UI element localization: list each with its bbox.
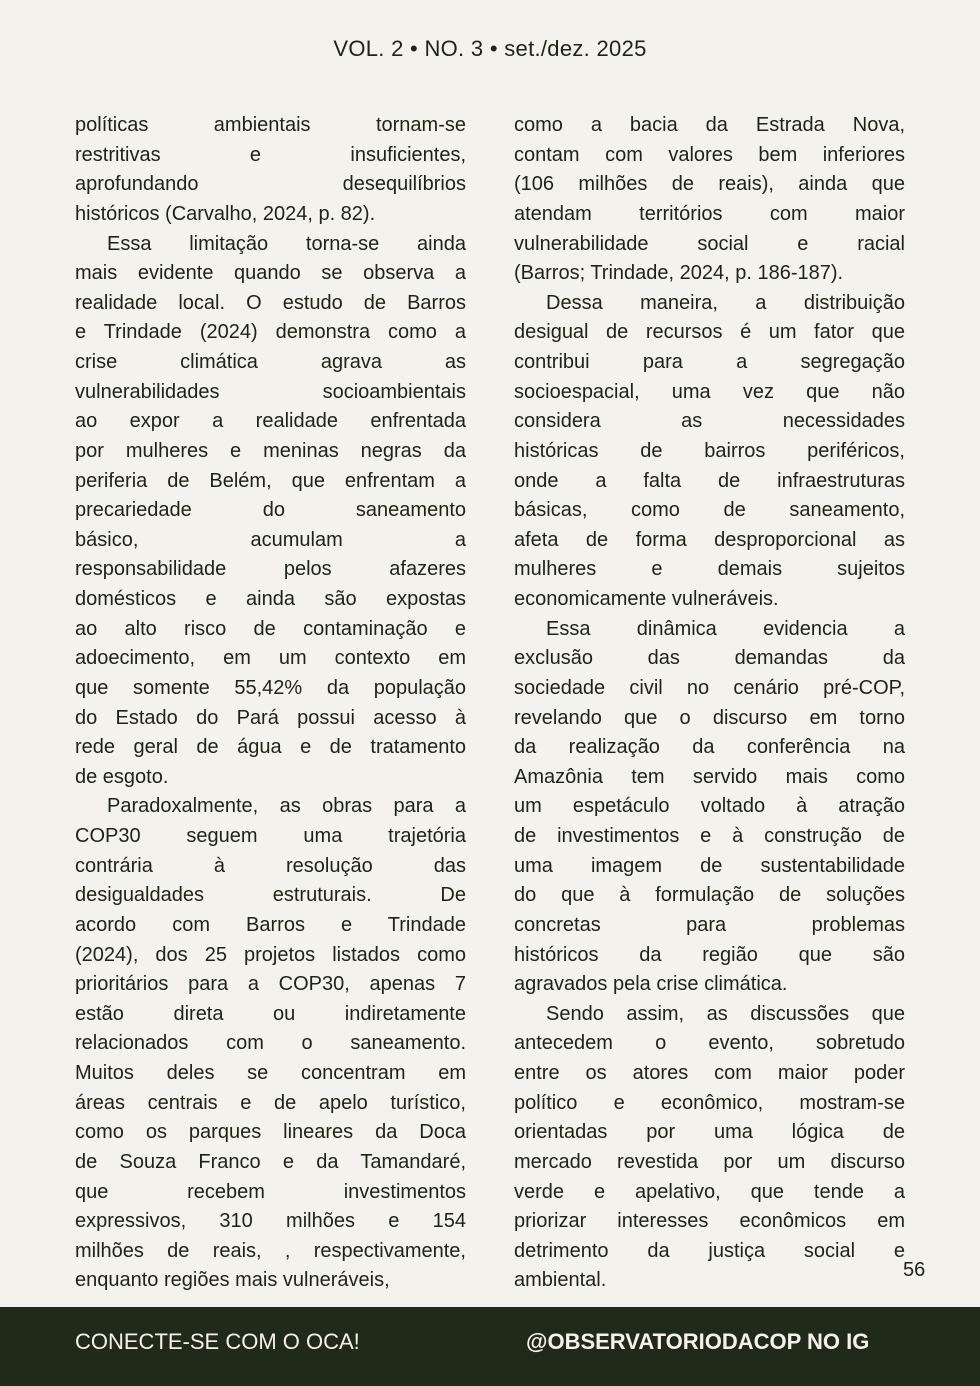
text-line: agravados pela crise climática. <box>514 973 788 996</box>
text-line: entre os atores com maior poder <box>514 1062 905 1084</box>
text-line: de investimentos e à construção de <box>514 825 905 847</box>
paragraph <box>75 792 466 1296</box>
text-line: um espetáculo voltado à atração <box>514 795 905 818</box>
text-line: prioritários para a COP30, apenas 7 <box>75 973 466 996</box>
text-line: de Souza Franco e da Tamandaré, <box>75 1150 466 1173</box>
text-line: desigual de recursos é um fator que <box>514 321 905 344</box>
text-line: Dessa maneira, a distribuição <box>546 291 905 314</box>
text-line: realidade local. O estudo de Barros <box>75 291 466 314</box>
text-line: (2024), dos 25 projetos listados como <box>75 943 466 966</box>
text-line: Essa limitação torna-se ainda <box>107 232 466 255</box>
text-line: periferia de Belém, que enfrentam a <box>75 469 466 492</box>
text-line: mercado revestida por um discurso <box>514 1150 905 1173</box>
text-line: vulnerabilidades socioambientais <box>75 380 466 403</box>
text-line: adoecimento, em um contexto em <box>75 647 466 670</box>
text-line: aprofundando desequilíbrios <box>75 173 466 196</box>
text-line: considera as necessidades <box>514 410 905 433</box>
text-line: como a bacia da Estrada Nova, <box>514 114 905 136</box>
text-line: ambiental. <box>514 1269 607 1292</box>
text-line: crise climática agrava as <box>75 351 466 373</box>
paragraph <box>514 615 905 1000</box>
text-line: do que à formulação de soluções <box>514 884 905 907</box>
text-column-right <box>514 111 905 1296</box>
issue-header: VOL. 2 • NO. 3 • set./dez. 2025 <box>333 36 647 61</box>
text-line: precariedade do saneamento <box>75 499 466 522</box>
text-line: que somente 55,42% da população <box>75 676 466 699</box>
text-line: ao expor a realidade enfrentada <box>75 410 466 433</box>
text-line: (Barros; Trindade, 2024, p. 186-187). <box>514 262 844 285</box>
text-line: exclusão das demandas da <box>514 647 905 670</box>
paragraph <box>75 230 466 793</box>
text-line: relacionados com o saneamento. <box>75 1032 466 1055</box>
text-line: de esgoto. <box>75 765 169 788</box>
text-line: contam com valores bem inferiores <box>514 143 905 166</box>
text-line: onde a falta de infraestruturas <box>514 469 905 492</box>
text-line: da realização da conferência na <box>514 736 905 759</box>
text-line: priorizar interesses econômicos em <box>514 1210 905 1233</box>
text-line: responsabilidade pelos afazeres <box>75 558 466 581</box>
text-line: que recebem investimentos <box>75 1180 466 1203</box>
text-line: do Estado do Pará possui acesso à <box>75 706 466 729</box>
text-line: acordo com Barros e Trindade <box>75 913 466 936</box>
text-line: atendam territórios com maior <box>514 202 905 225</box>
text-line: como os parques lineares da Doca <box>75 1121 466 1144</box>
text-line: uma imagem de sustentabilidade <box>514 854 905 877</box>
footer-connect-text: CONECTE-SE COM O OCA! <box>75 1329 360 1354</box>
text-line: desigualdades estruturais. De <box>75 884 466 907</box>
text-line: domésticos e ainda são expostas <box>75 588 466 610</box>
text-line: políticas ambientais tornam-se <box>75 114 466 136</box>
text-column-left <box>75 111 466 1296</box>
text-line: detrimento da justiça social e <box>514 1239 905 1262</box>
text-line: Sendo assim, as discussões que <box>546 1002 905 1025</box>
text-line: contribui para a segregação <box>514 351 905 373</box>
text-line: históricos da região que são <box>514 943 905 966</box>
text-line: rede geral de água e de tratamento <box>75 736 466 759</box>
text-line: e Trindade (2024) demonstra como a <box>75 321 466 344</box>
text-line: mulheres e demais sujeitos <box>514 558 905 581</box>
footer-instagram-handle: @OBSERVATORIODACOP NO IG <box>526 1329 870 1354</box>
text-line: áreas centrais e de apelo turístico, <box>75 1091 466 1114</box>
text-line: político e econômico, mostram-se <box>514 1091 905 1114</box>
text-line: orientadas por uma lógica de <box>514 1121 905 1144</box>
text-line: concretas para problemas <box>514 913 905 936</box>
text-line: Essa dinâmica evidencia a <box>546 617 905 640</box>
text-line: COP30 seguem uma trajetória <box>75 825 466 847</box>
text-line: sociedade civil no cenário pré-COP, <box>514 676 905 699</box>
text-line: (106 milhões de reais), ainda que <box>514 173 905 196</box>
text-line: revelando que o discurso em torno <box>514 706 905 729</box>
text-line: restritivas e insuficientes, <box>75 143 466 166</box>
paragraph <box>514 111 905 289</box>
text-line: históricas de bairros periféricos, <box>514 439 905 462</box>
text-line: Paradoxalmente, as obras para a <box>107 795 466 818</box>
text-line: históricos (Carvalho, 2024, p. 82). <box>75 202 376 225</box>
text-line: por mulheres e meninas negras da <box>75 439 466 462</box>
text-line: verde e apelativo, que tende a <box>514 1180 905 1203</box>
paragraph <box>514 1000 905 1296</box>
text-line: enquanto regiões mais vulneráveis, <box>75 1269 390 1292</box>
paragraph <box>75 111 466 230</box>
footer-bar <box>0 1307 980 1386</box>
text-line: afeta de forma desproporcional as <box>514 528 905 551</box>
text-line: mais evidente quando se observa a <box>75 262 466 285</box>
text-line: básicas, como de saneamento, <box>514 499 905 522</box>
text-line: expressivos, 310 milhões e 154 <box>75 1210 466 1233</box>
text-line: antecedem o evento, sobretudo <box>514 1032 905 1055</box>
page-number: 56 <box>903 1259 926 1281</box>
text-line: milhões de reais, , respectivamente, <box>75 1239 466 1262</box>
text-line: básico, acumulam a <box>75 528 466 551</box>
text-line: estão direta ou indiretamente <box>75 1002 466 1025</box>
text-line: Muitos deles se concentram em <box>75 1062 466 1084</box>
text-line: ao alto risco de contaminação e <box>75 617 466 640</box>
text-line: socioespacial, uma vez que não <box>514 380 905 403</box>
text-line: economicamente vulneráveis. <box>514 588 779 610</box>
text-line: contrária à resolução das <box>75 854 466 877</box>
text-line: Amazônia tem servido mais como <box>514 765 905 788</box>
paragraph <box>514 289 905 615</box>
text-line: vulnerabilidade social e racial <box>514 232 905 255</box>
